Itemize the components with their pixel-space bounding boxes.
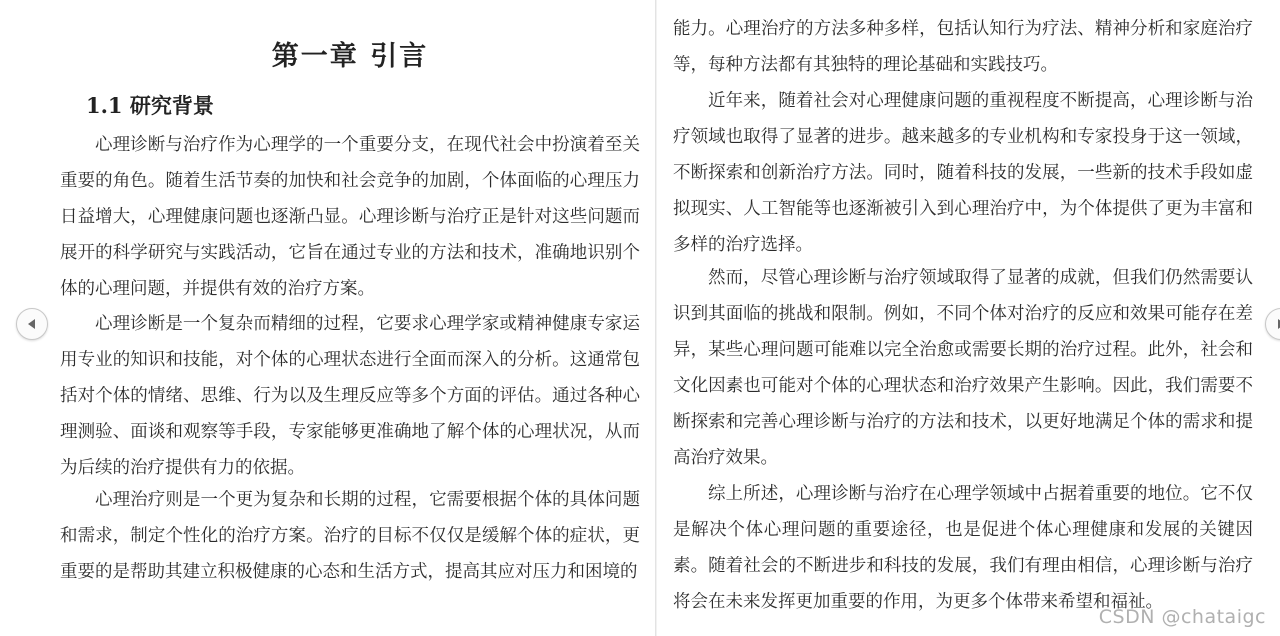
chevron-left-icon	[25, 317, 39, 331]
chevron-right-icon	[1274, 317, 1280, 331]
paragraph: 心理诊断与治疗作为心理学的一个重要分支，在现代社会中扮演着至关重要的角色。随着生活节奏的加快和社会竞争的加剧，个体面临的心理压力日益增大，心理健康问题也逐渐凸显。心理诊断与治疗正是针对这些问题而展开的科学研究与实践活动，它旨在通过专业的方法和技术，准确地识别个体的心理问题，并提供有效的治疗方案。	[60, 135, 640, 299]
paragraph: 能力。心理治疗的方法多种多样，包括认知行为疗法、精神分析和家庭治疗等，每种方法都有其独特的理论基础和实践技巧。	[673, 19, 1253, 75]
section-title: 1.1 研究背景	[86, 93, 214, 118]
paragraph: 心理治疗则是一个更为复杂和长期的过程，它需要根据个体的具体问题和需求，制定个性化的治疗方案。治疗的目标不仅仅是缓解个体的症状，更重要的是帮助其建立积极健康的心态和生活方式，提高其应对压力和困境的	[60, 490, 640, 582]
paragraph: 近年来，随着社会对心理健康问题的重视程度不断提高，心理诊断与治疗领域也取得了显著的进步。越来越多的专业机构和专家投身于这一领域，不断探索和创新治疗方法。同时，随着科技的发展，一些新的技术手段如虚拟现实、人工智能等也逐渐被引入到心理治疗中，为个体提供了更为丰富和多样的治疗选择。	[673, 91, 1253, 255]
chapter-title: 第一章 引言	[271, 41, 429, 72]
paragraph: 然而，尽管心理诊断与治疗领域取得了显著的成就，但我们仍然需要认识到其面临的挑战和限制。例如，不同个体对治疗的反应和效果可能存在差异，某些心理问题可能难以完全治愈或需要长期的治疗过程。此外，社会和文化因素也可能对个体的心理状态和治疗效果产生影响。因此，我们需要不断探索和完善心理诊断与治疗的方法和技术，以更好地满足个体的需求和提高治疗效果。	[673, 268, 1253, 468]
paragraph: 心理诊断是一个复杂而精细的过程，它要求心理学家或精神健康专家运用专业的知识和技能，对个体的心理状态进行全面而深入的分析。这通常包括对个体的情绪、思维、行为以及生理反应等多个方面的评估。通过各种心理测验、面谈和观察等手段，专家能够更准确地了解个体的心理状况，从而为后续的治疗提供有力的依据。	[60, 314, 640, 478]
right-page	[657, 0, 1280, 636]
previous-page-button[interactable]	[16, 308, 48, 340]
watermark: CSDN @chataigc	[1098, 606, 1266, 628]
paragraph: 综上所述，心理诊断与治疗在心理学领域中占据着重要的地位。它不仅是解决个体心理问题的重要途径，也是促进个体心理健康和发展的关键因素。随着社会的不断进步和科技的发展，我们有理由相信，心理诊断与治疗将会在未来发挥更加重要的作用，为更多个体带来希望和福祉。	[673, 484, 1253, 612]
